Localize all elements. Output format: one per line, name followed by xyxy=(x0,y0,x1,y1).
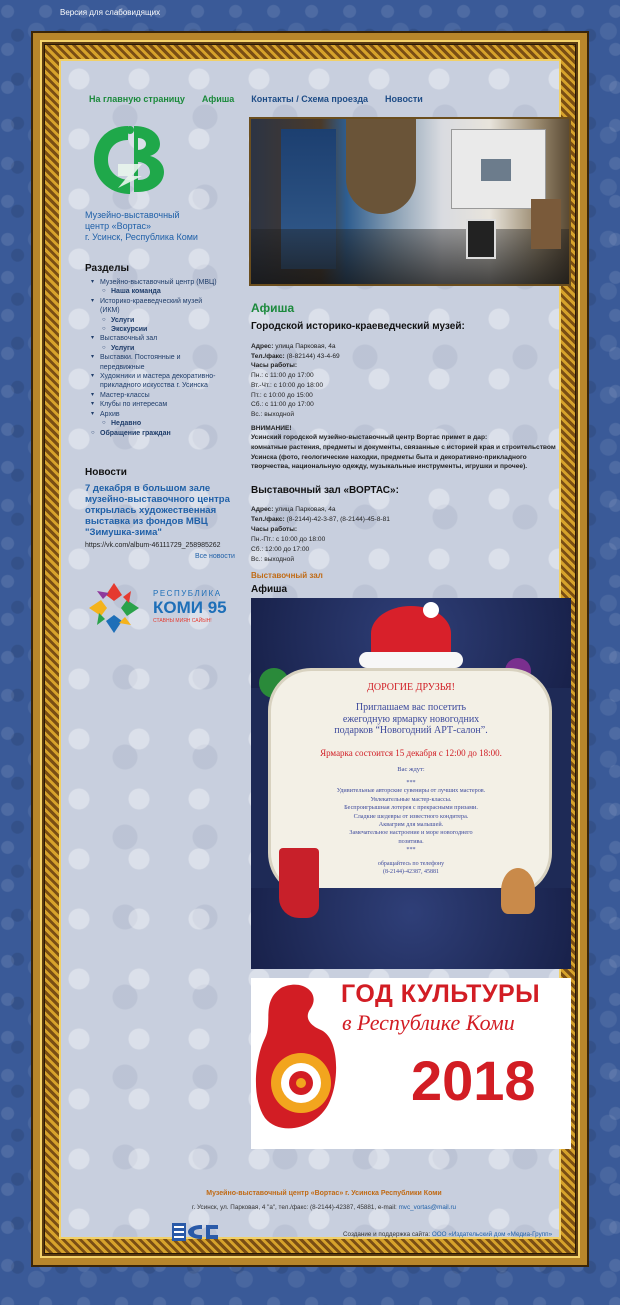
komi-line3: СТАВНЫ МИЯН САЙЫН! xyxy=(153,618,212,624)
poster-stars-2: *** xyxy=(406,846,416,854)
menu-item[interactable] xyxy=(89,391,244,400)
poster-item-7: позитива. xyxy=(398,837,424,845)
menu-subitem-label: Услуги xyxy=(111,316,135,324)
bullet-circle-icon: ○ xyxy=(102,344,106,351)
photo-shape-2 xyxy=(346,119,416,214)
komi-95-logo[interactable] xyxy=(85,579,235,639)
bullet-circle-icon: ○ xyxy=(102,326,106,333)
menu-subitem-label: Услуги xyxy=(111,344,135,352)
poster-item-2: Увлекательные мастер-классы. xyxy=(370,795,452,803)
news-headline-link[interactable]: 7 декабря в большом зале музейно-выставочного центра открылась художественная выставка из фондов МВЦ "Зимушка-зима" xyxy=(85,483,230,538)
menu-subitem-label: Недавно xyxy=(111,420,142,428)
stocking-icon xyxy=(279,848,319,918)
all-news-link[interactable]: Все новости xyxy=(195,553,235,560)
frame-ornament xyxy=(44,44,576,1254)
hall-address xyxy=(251,505,571,515)
footer-credits xyxy=(343,1231,552,1238)
museum-hours-label xyxy=(251,361,571,371)
photo-shape-7 xyxy=(531,199,561,249)
culture-title-2: в Республике Коми xyxy=(342,1010,515,1035)
caret-down-icon: ▾ xyxy=(91,335,95,342)
menu-item-label: Выставочный зал xyxy=(100,335,158,343)
poster-inv-1: Приглашаем вас посетить xyxy=(355,702,467,713)
menu-item[interactable] xyxy=(89,400,244,409)
menu-item[interactable] xyxy=(89,429,244,438)
komi-line2: КОМИ 95 xyxy=(153,598,227,617)
menu-item-continued xyxy=(89,363,244,372)
hall-hours-3: Вс.: выходной xyxy=(251,556,295,563)
poster-item-6: Замечательное настроение и море новогоднего xyxy=(349,829,473,837)
footer-credits-text: Создание и поддержка сайта: xyxy=(343,1231,432,1238)
caret-down-icon: ▾ xyxy=(91,373,95,380)
bullet-circle-icon: ○ xyxy=(91,429,95,436)
museum-notice-2: комнатные растения, предметы и документы, связанные с историей края и строительством xyxy=(251,444,556,452)
menu-item[interactable] xyxy=(89,410,244,419)
museum-hours-3: Пт.: с 10:00 до 15:00 xyxy=(251,391,313,399)
museum-phone-value: (8-82144) 43-4-69 xyxy=(284,352,340,360)
caret-down-icon: ▾ xyxy=(91,401,95,408)
hall-phone xyxy=(251,515,571,525)
poster-fair-date: Ярмарка состоится 15 декабря с 12:00 до 18:00. xyxy=(320,748,502,758)
footer-email-link[interactable]: mvc_vortas@mail.ru xyxy=(398,1204,457,1211)
menu-item-label: Историко-краеведческий музей xyxy=(100,297,203,305)
museum-address-value: улица Парковая, 4а xyxy=(273,343,336,350)
poster-phone xyxy=(251,860,571,876)
sections-heading: Разделы xyxy=(85,263,129,274)
poster-item-5: Аквагрим для малышей. xyxy=(378,821,444,829)
museum-warning xyxy=(251,424,571,434)
vortas-logo[interactable] xyxy=(88,118,178,198)
footer-address xyxy=(61,1204,587,1211)
poster-phone-2: (8-2144)-42387, 45881 xyxy=(383,869,439,875)
footer-address-text: г. Усинск, ул. Парковая, 4 "а", тел./факс: (8-2144)-42387, 45881, e-mail: xyxy=(191,1204,399,1211)
gold-frame xyxy=(33,33,587,1265)
poster-phone-1: обращайтесь по телефону xyxy=(377,861,445,867)
museum-address xyxy=(251,342,571,352)
komi-emblem-icon xyxy=(85,579,143,637)
poster-item-3: Беспроигрышная лотерея с прекрасными призами. xyxy=(344,804,478,812)
museum-address-label: Адрес: xyxy=(251,343,274,350)
menu-subitem-label: Наша команда xyxy=(111,288,161,296)
museum-notice-4: творчества, национальную одежду, музыкальные инструменты, игрушки и прочее). xyxy=(251,463,528,471)
poster-item-4: Сладкие шедевры от известного кондитера. xyxy=(353,812,469,820)
main-nav xyxy=(89,94,423,104)
menu-item[interactable] xyxy=(89,372,244,381)
museum-phone-label: Тел./факс: xyxy=(251,352,285,360)
museum-hours-5: Вс.: выходной xyxy=(251,410,295,418)
menu-subitem[interactable] xyxy=(89,344,244,353)
menu-item-label: Художники и мастера декоративно- xyxy=(100,373,216,381)
hall-heading: Выставочный зал «ВОРТАС»: xyxy=(251,485,399,496)
museum-hours-title: Часы работы: xyxy=(251,362,298,370)
menu-item-label: (ИКМ) xyxy=(100,307,120,315)
menu-subitem-label: Экскурсии xyxy=(111,326,148,334)
menu-item-label: прикладного искусства г. Усинска xyxy=(100,382,208,390)
caret-down-icon: ▾ xyxy=(91,297,95,304)
komi-line1: РЕСПУБЛИКА xyxy=(153,589,222,598)
menu-item-label: Музейно-выставочный центр (МВЦ) xyxy=(100,279,217,286)
new-year-fair-poster[interactable] xyxy=(251,598,571,969)
menu-item[interactable] xyxy=(89,297,244,306)
museum-phone xyxy=(251,352,571,362)
culture-emblem-icon xyxy=(251,978,339,1149)
nav-home[interactable]: На главную страницу xyxy=(89,94,185,104)
menu-item[interactable] xyxy=(89,334,244,343)
poster-list xyxy=(251,779,571,855)
hall-phone-label: Тел./факс: xyxy=(251,516,285,523)
santa-hat-pompom-icon xyxy=(423,602,439,618)
afisha-heading: Афиша xyxy=(251,301,295,315)
developer-link[interactable]: ООО «Издательский дом «Медиа-Групп» xyxy=(431,1231,553,1238)
developer-logo-icon[interactable] xyxy=(172,1223,220,1241)
museum-info xyxy=(251,342,571,472)
museum-hours-2: Вт.-Чт.: с 10:00 до 18:00 xyxy=(251,381,323,389)
culture-title-1: ГОД КУЛЬТУРЫ xyxy=(341,980,541,1008)
menu-item-label: Обращение граждан xyxy=(100,429,171,437)
photo-shape-4 xyxy=(481,159,511,181)
sections-menu xyxy=(89,278,244,438)
news-url: https://vk.com/album-46111729_258985262 xyxy=(85,542,221,549)
menu-item[interactable] xyxy=(89,353,244,362)
poster-greeting: ДОРОГИЕ ДРУЗЬЯ! xyxy=(367,682,455,693)
org-title xyxy=(85,210,235,243)
afisha-subheading: Афиша xyxy=(251,584,288,595)
culture-year: 2018 xyxy=(411,1049,536,1112)
caret-down-icon: ▾ xyxy=(91,354,95,361)
menu-item-label: Выставки. Постоянные и xyxy=(100,354,181,362)
museum-hours-1: Пн.: с 11:00 до 17:00 xyxy=(251,372,314,380)
hall-address-value: улица Парковая, 4а xyxy=(273,506,336,513)
santa-hat-brim-icon xyxy=(359,652,463,668)
bullet-circle-icon: ○ xyxy=(102,316,106,323)
menu-item-continued xyxy=(89,306,244,315)
hall-hours-title: Часы работы: xyxy=(251,526,298,533)
footer-title: Музейно-выставочный центр «Вортас» г. Усинска Республики Коми xyxy=(206,1190,442,1197)
culture-year-banner[interactable] xyxy=(251,978,571,1149)
menu-subitem[interactable] xyxy=(89,316,244,325)
poster-invitation xyxy=(251,702,571,737)
org-title-line1: Музейно-выставочный xyxy=(85,210,180,220)
menu-subitem[interactable] xyxy=(89,325,244,334)
menu-item-continued xyxy=(89,381,244,390)
poster-inv-3: подарков “Новогодний АРТ-салон”. xyxy=(334,725,488,736)
low-vision-version-link[interactable]: Версия для слабовидящих xyxy=(60,8,161,17)
caret-down-icon: ▾ xyxy=(91,279,95,285)
caret-down-icon: ▾ xyxy=(91,391,95,398)
hall-address-label: Адрес: xyxy=(251,506,274,513)
page-content xyxy=(59,59,561,1239)
hall-hours-1: Пн.-Пт.: с 10:00 до 18:00 xyxy=(251,536,326,543)
poster-stars-1: *** xyxy=(406,779,416,786)
org-title-line3: г. Усинск, Республика Коми xyxy=(85,232,198,242)
photo-shape-6 xyxy=(466,219,496,259)
nav-contacts[interactable]: Контакты / Схема проезда xyxy=(251,94,369,104)
hall-info xyxy=(251,505,571,565)
museum-warning-label: ВНИМАНИЕ! xyxy=(251,424,292,432)
menu-item[interactable] xyxy=(89,278,244,287)
caret-down-icon: ▾ xyxy=(91,410,95,417)
menu-subitem[interactable] xyxy=(89,419,244,428)
menu-item-label: Мастер-классы xyxy=(100,391,150,399)
menu-item-label: Архив xyxy=(100,410,120,418)
photo-shape-5 xyxy=(251,229,571,286)
nav-afisha[interactable]: Афиша xyxy=(201,94,235,104)
poster-inv-2: ежегодную ярмарку новогодних xyxy=(342,713,480,725)
bullet-circle-icon: ○ xyxy=(102,288,106,295)
menu-item-label: Клубы по интересам xyxy=(100,401,168,409)
museum-notice-1: Усинский городской музейно-выставочный центр Вортас примет в дар: xyxy=(251,434,488,442)
museum-hours-4: Сб.: с 11:00 до 17:00 xyxy=(251,401,314,409)
menu-item-label: передвижные xyxy=(100,363,145,371)
menu-subitem[interactable] xyxy=(89,287,244,296)
poster-item-1: Удивительные авторские сувениры от лучших мастеров. xyxy=(336,787,486,795)
poster-await: Вас ждут: xyxy=(397,766,425,773)
hall-phone-value: (8-2144)-42-3-87, (8-2144)-45-8-81 xyxy=(284,516,390,523)
hall-category-link[interactable]: Выставочный зал xyxy=(251,571,323,580)
museum-notice-3: Усинска (фото, геологические находки, предметы быта и декоративно-прикладного xyxy=(251,453,527,461)
hall-hours-2: Сб.: 12:00 до 17:00 xyxy=(251,546,310,553)
museum-photo xyxy=(249,117,571,286)
bullet-circle-icon: ○ xyxy=(102,420,106,427)
hall-hours-label xyxy=(251,525,571,535)
org-title-line2: центр «Вортас» xyxy=(85,221,152,231)
news-heading: Новости xyxy=(85,467,127,478)
nav-news[interactable]: Новости xyxy=(385,94,423,104)
museum-heading: Городской историко-краеведческий музей: xyxy=(251,321,465,332)
